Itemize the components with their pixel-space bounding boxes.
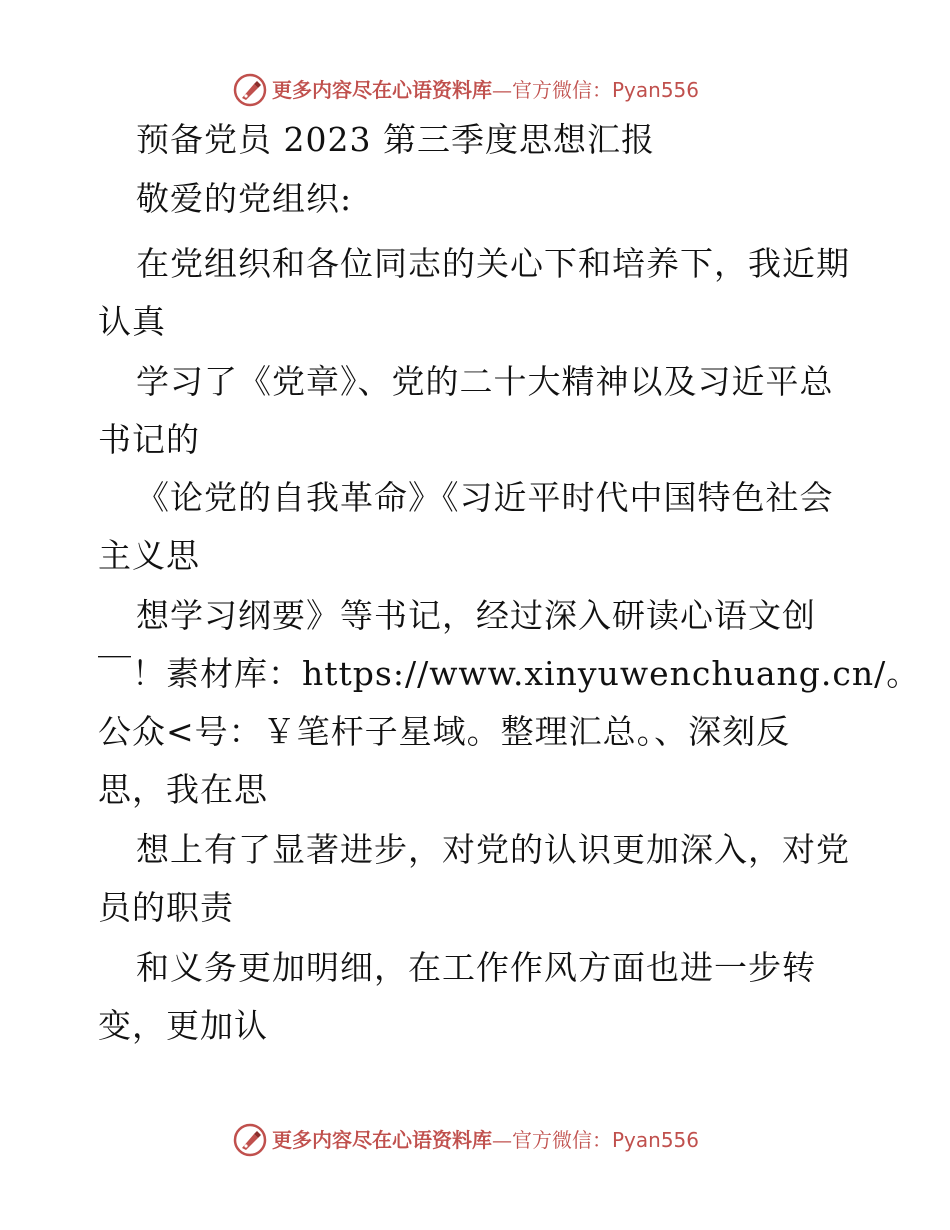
paragraph-line: 员的职责 <box>98 888 234 927</box>
header-banner-sub: 官方微信： <box>512 78 612 102</box>
header-banner-main: 更多内容尽在心语资料库 <box>272 78 492 102</box>
header-banner-text <box>272 78 699 102</box>
document-title: 预备党员 2023 第三季度思想汇报 <box>136 120 655 159</box>
header-banner <box>0 70 950 110</box>
header-banner-dash: — <box>492 78 512 102</box>
paragraph-line: 公众<号：￥笔杆子星域。整理汇总。、深刻反 <box>98 712 791 751</box>
paragraph-line: 认真 <box>98 302 166 341</box>
salutation: 敬爱的党组织: <box>136 179 353 218</box>
header-banner-handle: Pyan556 <box>612 78 700 102</box>
footer-banner-text <box>272 1128 699 1152</box>
paragraph-line: 主义思 <box>98 536 200 575</box>
paragraph-line: 和义务更加明细，在工作作风方面也进一步转 <box>136 948 816 987</box>
paragraph-line: 想上有了显著进步，对党的认识更加深入，对党 <box>136 830 850 869</box>
paragraph-line: ￣！素材库：https://www.xinyuwenchuang.cn/。 <box>98 654 921 693</box>
footer-banner-dash: — <box>492 1128 512 1152</box>
paragraph-line: 《论党的自我革命》《习近平时代中国特色社会 <box>136 478 834 517</box>
paragraph-line: 思，我在思 <box>98 770 268 809</box>
paragraph-line: 学习了《党章》、党的二十大精神以及习近平总 <box>136 362 834 401</box>
footer-banner <box>0 1120 950 1160</box>
paragraph-line: 在党组织和各位同志的关心下和培养下，我近期 <box>136 244 850 283</box>
paragraph-line: 变，更加认 <box>98 1006 268 1045</box>
pen-nib-logo-icon <box>232 72 268 108</box>
footer-banner-handle: Pyan556 <box>612 1128 700 1152</box>
paragraph-line: 书记的 <box>98 420 200 459</box>
pen-nib-logo-icon <box>232 1122 268 1158</box>
footer-banner-main: 更多内容尽在心语资料库 <box>272 1128 492 1152</box>
paragraph-line: 想学习纲要》等书记，经过深入研读心语文创 <box>136 596 816 635</box>
footer-banner-sub: 官方微信： <box>512 1128 612 1152</box>
